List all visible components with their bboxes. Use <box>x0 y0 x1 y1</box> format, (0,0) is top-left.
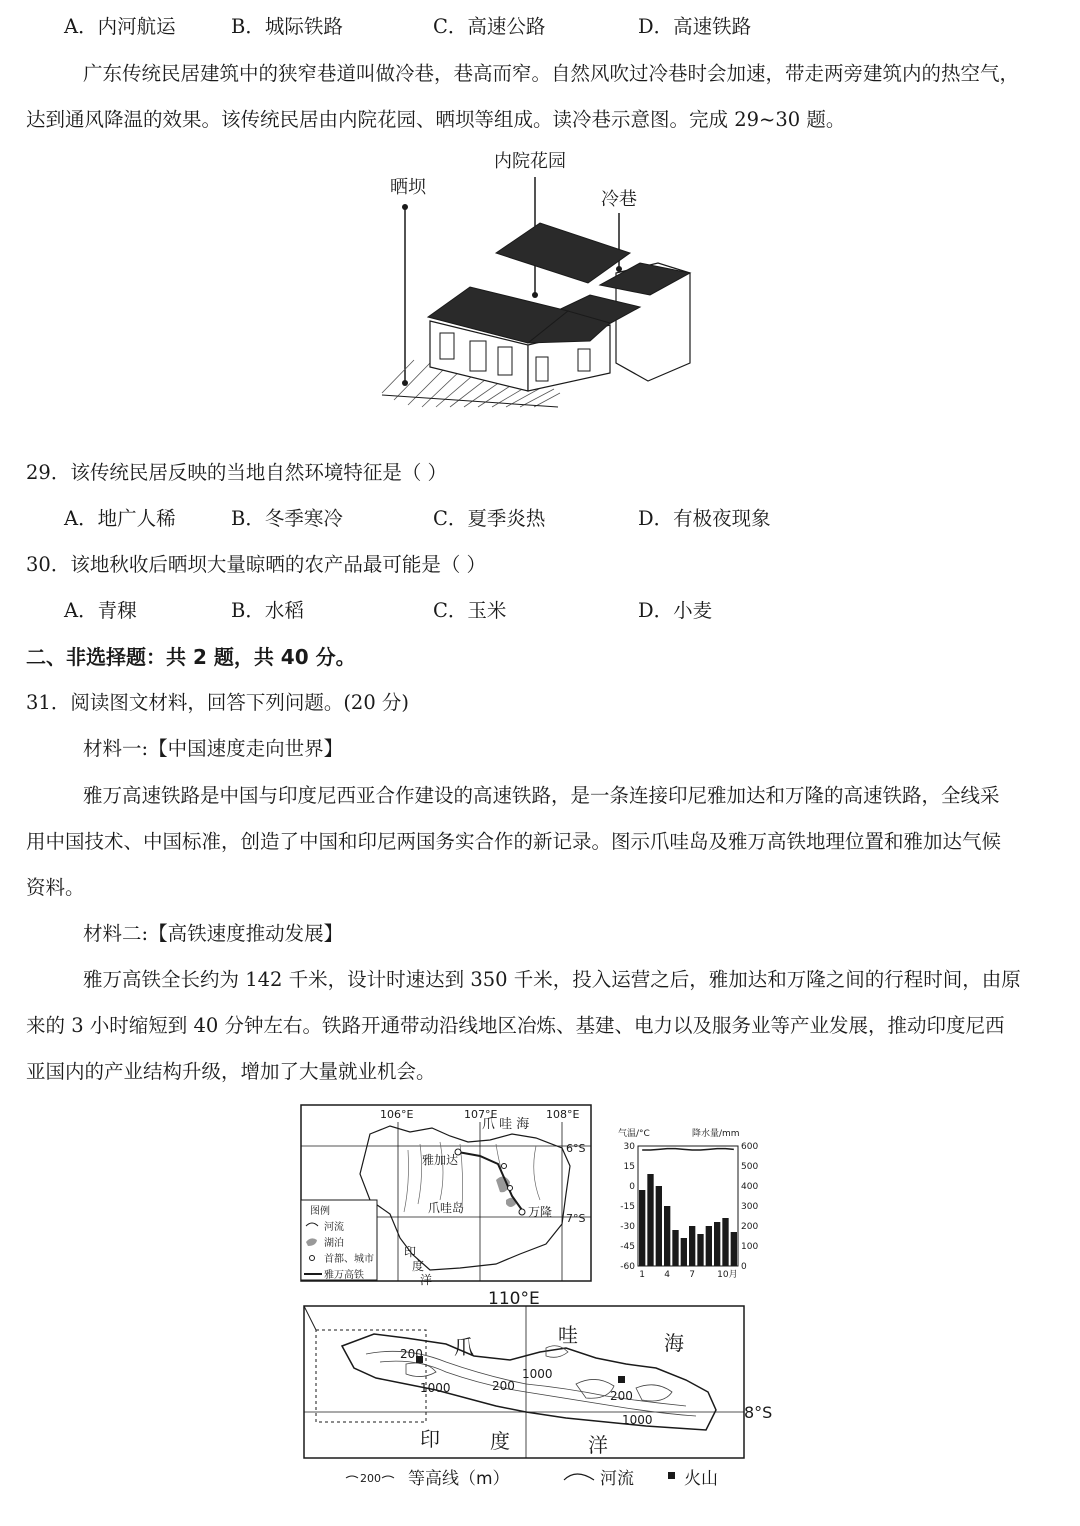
java-ocean-char-2: 度 <box>490 1429 510 1453</box>
q28-option-a: A．内河航运 <box>64 15 176 38</box>
q30-stem: 30．该地秋收后晒坝大量晾晒的农产品最可能是（ ） <box>26 553 487 576</box>
temp-tick-label: -15 <box>620 1202 635 1212</box>
material-1-line-2: 用中国技术、中国标准，创造了中国和印尼两国务实合作的新记录。图示爪哇岛及雅万高铁地理位置和雅加达气候 <box>26 830 1002 853</box>
intro-line-2: 达到通风降温的效果。该传统民居由内院花园、晒坝等组成。读冷巷示意图。完成 29~30 题。 <box>26 108 846 131</box>
inset-lon-106: 106°E <box>380 1108 414 1121</box>
material-2-line-3: 亚国内的产业结构升级，增加了大量就业机会。 <box>26 1060 436 1083</box>
precip-tick-label: 100 <box>741 1242 759 1252</box>
q29-option-a: A．地广人稀 <box>64 507 176 530</box>
q30-option-c: C．玉米 <box>433 599 507 622</box>
precip-tick-label: 300 <box>741 1202 759 1212</box>
precip-bar <box>731 1232 737 1266</box>
java-sea-char-2: 哇 <box>558 1323 578 1347</box>
q29-stem: 29．该传统民居反映的当地自然环境特征是（ ） <box>26 461 448 484</box>
material-1-line-1: 雅万高速铁路是中国与印度尼西亚合作建设的高速铁路，是一条连接印尼雅加达和万隆的高速铁路，全线采 <box>83 784 1000 807</box>
java-contour-label: 200 <box>610 1389 633 1403</box>
java-sea-char-1: 爪 <box>454 1335 474 1359</box>
inset-sea-label: 爪 哇 海 <box>482 1117 530 1132</box>
temp-tick-label: -30 <box>620 1222 635 1232</box>
inset-legend-city: 首都、城市 <box>324 1254 374 1265</box>
q29-option-c: C．夏季炎热 <box>433 507 546 530</box>
precip-tick-label: 400 <box>741 1182 759 1192</box>
q28-option-b: B．城际铁路 <box>231 15 343 38</box>
intro-line-1: 广东传统民居建筑中的狭窄巷道叫做冷巷，巷高而窄。自然风吹过冷巷时会加速，带走两旁建筑内的热空气， <box>83 62 1020 85</box>
precip-bar <box>647 1174 653 1266</box>
java-contour-label: 1000 <box>622 1413 653 1427</box>
precip-bar <box>722 1218 728 1266</box>
climate-chart <box>604 1124 774 1284</box>
material-1-line-3: 资料。 <box>26 876 85 899</box>
java-legend-contour-sample: 200 <box>360 1472 381 1485</box>
inset-map <box>300 1104 592 1287</box>
java-contour-label: 1000 <box>522 1367 553 1381</box>
inset-city-bandung: 万隆 <box>528 1205 553 1219</box>
chart-ylabel-left: 气温/°C <box>618 1129 650 1139</box>
inset-legend-river: 河流 <box>324 1222 344 1233</box>
inset-lon-108: 108°E <box>546 1108 580 1121</box>
precip-tick-label: 600 <box>741 1142 759 1152</box>
precip-bar <box>697 1234 703 1266</box>
month-tick-label: 1 <box>639 1270 646 1280</box>
inset-ocean-char-3: 洋 <box>420 1273 433 1287</box>
q30-option-d: D．小麦 <box>638 599 713 622</box>
house-figure <box>378 145 708 420</box>
precip-tick-label: 0 <box>741 1262 747 1272</box>
java-lat-8: 8°S <box>744 1403 773 1422</box>
q29-option-d: D．有极夜现象 <box>638 507 771 530</box>
precip-bar <box>681 1238 687 1266</box>
month-tick-label: 10月 <box>717 1270 738 1280</box>
temp-tick-label: -45 <box>620 1242 635 1252</box>
precip-bar <box>714 1222 720 1266</box>
q30-option-b: B．水稻 <box>231 599 304 622</box>
precip-bar <box>672 1230 678 1266</box>
month-tick-label: 4 <box>664 1270 671 1280</box>
month-tick-label: 7 <box>689 1270 696 1280</box>
java-contour-label: 200 <box>492 1379 515 1393</box>
q31-stem: 31．阅读图文材料，回答下列问题。(20 分) <box>26 691 410 714</box>
q29-option-b: B．冬季寒冷 <box>231 507 343 530</box>
inset-legend-rail: 雅万高铁 <box>324 1270 364 1281</box>
q28-option-c: C．高速公路 <box>433 15 546 38</box>
inset-island-label: 爪哇岛 <box>428 1201 465 1215</box>
precip-tick-label: 500 <box>741 1162 759 1172</box>
label-cold-alley: 冷巷 <box>601 189 637 210</box>
inset-legend-title: 图例 <box>310 1206 330 1217</box>
temp-tick-label: 0 <box>629 1182 635 1192</box>
inset-ocean-char-1: 印 <box>404 1245 417 1259</box>
chart-ylabel-right: 降水量/mm <box>692 1129 740 1139</box>
material-1-title: 材料一:【中国速度走向世界】 <box>83 737 344 760</box>
inset-city-jakarta: 雅加达 <box>422 1153 459 1167</box>
temp-tick-label: 15 <box>623 1162 635 1172</box>
precip-bar <box>706 1226 712 1266</box>
precip-bar <box>639 1190 645 1266</box>
temp-tick-label: 30 <box>623 1142 635 1152</box>
label-inner-garden: 内院花园 <box>494 151 566 172</box>
section-2-heading: 二、非选择题：共 2 题，共 40 分。 <box>26 645 356 669</box>
java-map <box>296 1288 773 1494</box>
java-sea-char-3: 海 <box>664 1331 684 1355</box>
precip-bar <box>656 1186 662 1266</box>
temp-tick-label: -60 <box>620 1262 635 1272</box>
java-legend-contour: 等高线（m） <box>408 1469 510 1489</box>
q28-option-d: D．高速铁路 <box>638 15 752 38</box>
material-2-line-2: 来的 3 小时缩短到 40 分钟左右。铁路开通带动沿线地区冶炼、基建、电力以及服务业等产业发展，推动印度尼西 <box>26 1014 1005 1037</box>
label-dry-field: 晒坝 <box>390 177 426 198</box>
material-2-line-1: 雅万高铁全长约为 142 千米，设计时速达到 350 千米，投入运营之后，雅加达和万隆之间的行程时间，由原 <box>83 968 1021 991</box>
inset-legend-lake: 湖泊 <box>324 1238 344 1249</box>
java-ocean-char-1: 印 <box>420 1427 440 1451</box>
inset-lon-107: 107°E <box>464 1108 498 1121</box>
inset-ocean-char-2: 度 <box>412 1259 425 1273</box>
java-lon-110: 110°E <box>488 1289 540 1309</box>
java-contour-label: 1000 <box>420 1381 451 1395</box>
java-legend-river: 河流 <box>600 1469 634 1489</box>
precip-bar <box>664 1206 670 1266</box>
q30-option-a: A．青稞 <box>64 599 137 622</box>
java-ocean-char-3: 洋 <box>588 1433 608 1457</box>
material-2-title: 材料二:【高铁速度推动发展】 <box>83 922 344 945</box>
precip-tick-label: 200 <box>741 1222 759 1232</box>
java-contour-label: 200 <box>400 1347 423 1361</box>
inset-lat-6: 6°S <box>566 1142 586 1155</box>
java-legend-volcano: 火山 <box>684 1469 718 1489</box>
precip-bar <box>689 1226 695 1266</box>
inset-lat-7: 7°S <box>566 1212 586 1225</box>
